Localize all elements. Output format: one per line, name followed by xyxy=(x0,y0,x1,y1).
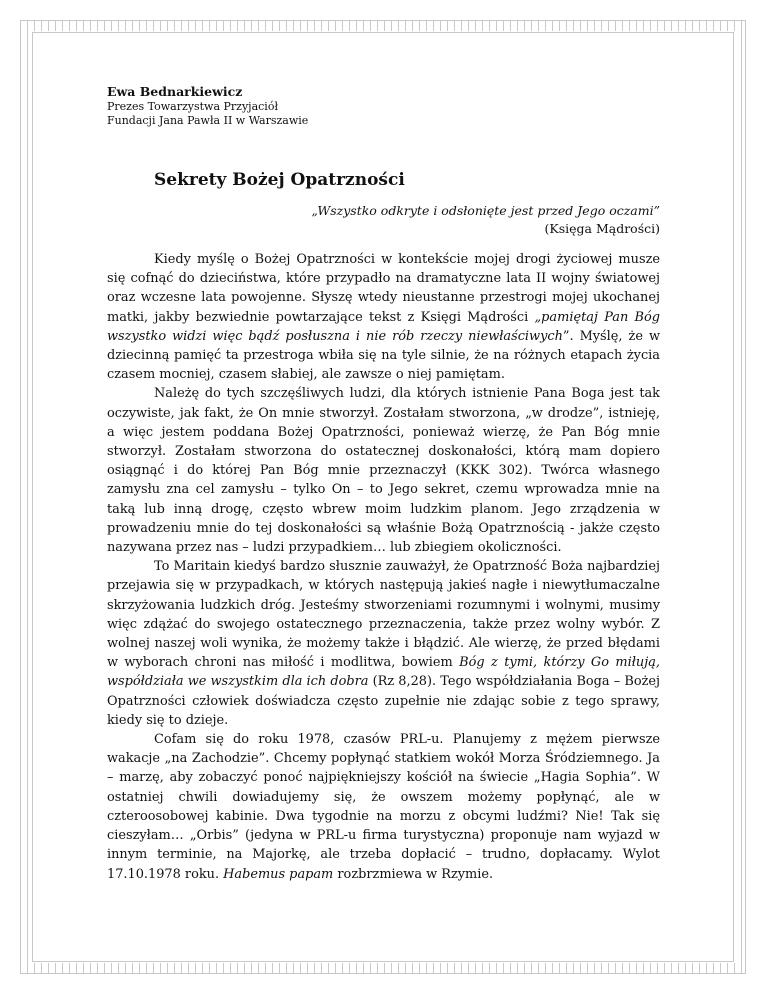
paragraph-emphasis: Habemus papam xyxy=(223,866,334,882)
paragraph-text: Kiedy myślę o Bożej Opatrzności w kontekście mojej drogi życiowej musze się cofnąć do dzieciństwa, które przypadło na dramatyczne lata II wojny światowej oraz wczesne lata powojenne. Słyszę wtedy nieustanne przestrogi mojej ukochanej matki, jakby bezwiednie powtarzające tekst z Księgi Mądrości xyxy=(107,252,660,325)
paragraph xyxy=(107,730,660,884)
author-affiliation-line1: Prezes Towarzystwa Przyjaciół xyxy=(107,100,279,113)
paragraph-text: ”. Myślę, że w dziecinną pamięć ta przestroga wbiła się na tyle silnie, że na różnych etapach życia czasem mocniej, czasem słabiej, ale zawsze o niej pamiętam. xyxy=(107,328,660,383)
paragraph xyxy=(107,384,660,557)
author-affiliation-line2: Fundacji Jana Pawła II w Warszawie xyxy=(107,114,309,127)
paragraph xyxy=(107,250,660,384)
epigraph-quote: „Wszystko odkryte i odsłonięte jest przed Jego oczami” xyxy=(311,203,660,218)
paragraph-text: (Rz 8,28). Tego współdziałania Boga – Bożej Opatrzności człowiek doświadcza często zupełnie nie zdając sobie z tego sprawy, kiedy się to dzieje. xyxy=(107,674,660,728)
paragraph-emphasis: Bóg z tymi, którzy Go miłują, współdziała we wszystkim dla ich dobra xyxy=(107,655,660,690)
epigraph-source: (Księga Mądrości) xyxy=(544,221,660,236)
author-name: Ewa Bednarkiewicz xyxy=(107,84,243,99)
paragraph-emphasis: „pamiętaj Pan Bóg wszystko widzi więc bądź posłuszna i nie rób rzeczy niewłaściwych xyxy=(107,309,660,344)
paragraph-text: To Maritain kiedyś bardzo słusznie zauważył, że Opatrzność Boża najbardziej przejawia się w przypadkach, w których następują jakieś nagłe i niewytłumaczalne skrzyżowania ludzkich dróg. Jesteśmy stworzeniami rozumnymi i wolnymi, musimy więc zdążać do swojego ostatecznego przeznaczenia, także przez wolny wybór. Z wolnej naszej woli wynika, że możemy także i błądzić. Ale wierzę, że przed błędami w wyborach chroni nas miłość i modlitwa, bowiem xyxy=(107,559,660,671)
body-text xyxy=(107,250,660,884)
paragraph-text: rozbrzmiewa w Rzymie. xyxy=(333,866,494,882)
document-content xyxy=(107,84,660,882)
epigraph xyxy=(311,202,660,238)
paragraph xyxy=(107,557,660,730)
paragraph-text: Należę do tych szczęśliwych ludzi, dla których istnienie Pana Boga jest tak oczywiste, jak fakt, że On mnie stworzył. Zostałam stworzona, „w drodze”, istnieję, a więc jestem poddana Bożej Opatrzności, ponieważ wierzę, że Pan Bóg mnie stworzył. Zostałam stworzona do ostatecznej doskonałości, którą mam dopiero osiągnąć i do której Pan Bóg mnie przeznaczył (KKK 302). Twórca własnego zamysłu zna cel zamysłu – tylko On – to Jego sekret, czemu wprowadza mnie na taką lub inną drogę, często wbrew moim ludzkim planom. Jego zrządzenia w prowadzeniu mnie do tej doskonałości są właśnie Bożą Opatrznością - jakże często nazywana przez nas – ludzi przypadkiem… lub zbiegiem okoliczności. xyxy=(107,386,660,556)
document-title: Sekrety Bożej Opatrzności xyxy=(154,170,405,190)
paragraph-text: Cofam się do roku 1978, czasów PRL-u. Planujemy z mężem pierwsze wakacje „na Zachodzie”. Chcemy popłynąć statkiem wokół Morza Śródziemnego. Ja – marzę, aby zobaczyć ponoć najpiękniejszy kościół na świecie „Hagia Sophia”. W ostatniej chwili dowiadujemy się, że owszem możemy popłynąć, ale w czteroosobowej kabinie. Dwa tygodnie na morzu z obcymi ludźmi? Nie! Tak się cieszyłam… „Orbis” (jedyna w PRL-u firma turystyczna) proponuje nam wyjazd w innym terminie, na Majorkę, ale trzeba dopłacić – trudno, dopłacamy. Wylot 17.10.1978 roku. xyxy=(107,732,660,882)
